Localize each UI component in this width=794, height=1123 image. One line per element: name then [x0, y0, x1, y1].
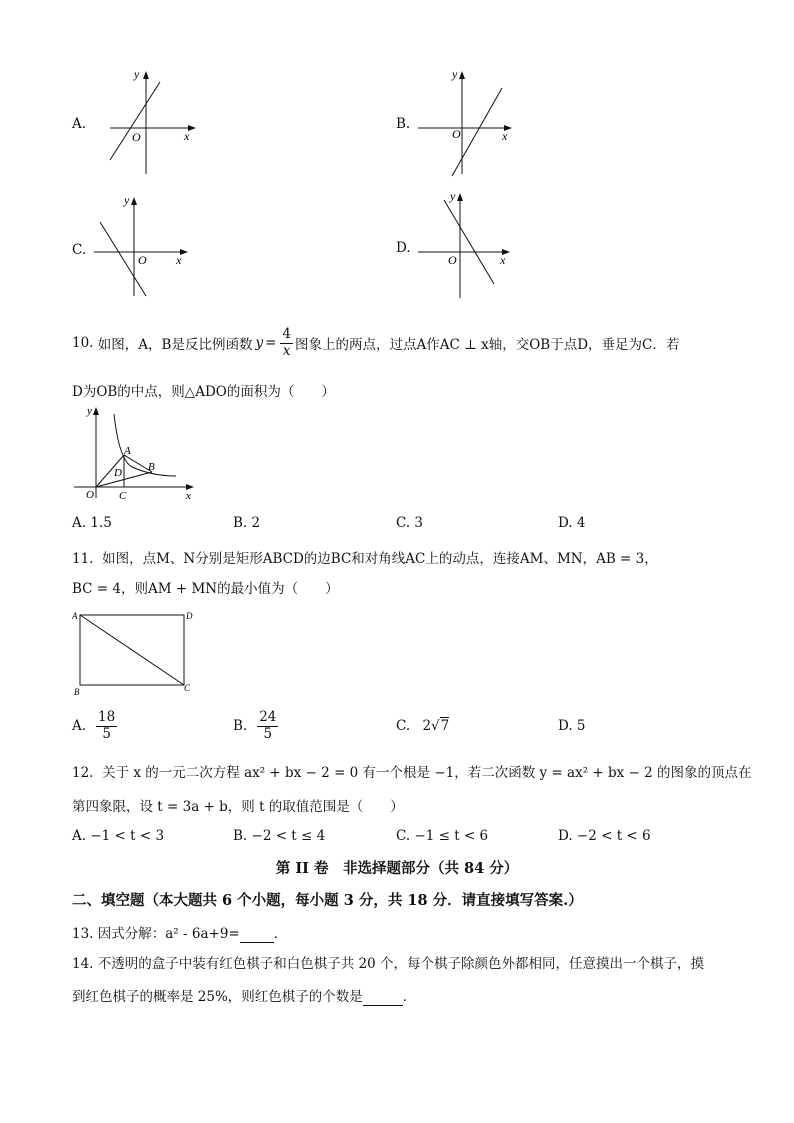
q11-opta-frac: [96, 711, 117, 741]
q10-line2: D为OB的中点，则△ADO的面积为（ ）: [72, 384, 335, 400]
q12-line1: [72, 761, 752, 781]
sqrt-symbol: √: [431, 718, 440, 734]
q12-option-c: C. −1 ≤ t < 6: [396, 828, 489, 844]
q11-fig-b: B: [74, 687, 80, 697]
q10-fig-x: x: [186, 490, 191, 502]
q10-text1: 如图，A，B是反比例函数: [97, 337, 253, 353]
section-title: 第 II 卷 非选择题部分（共 84 分）: [275, 860, 519, 877]
q10-fig-y: y: [87, 405, 92, 417]
q9-c-x: x: [176, 253, 182, 267]
q11-fig-d: D: [186, 611, 193, 621]
q9-a-o: O: [132, 130, 141, 144]
q13-answer-blank[interactable]: [240, 926, 274, 943]
q9-a-x: x: [184, 129, 190, 143]
q14-line2: [72, 985, 416, 1006]
q10-fig-b: B: [148, 461, 155, 473]
q10-frac-den: x: [282, 342, 291, 359]
q11-opta-den: 5: [102, 725, 111, 742]
q11-optc-coef: 2: [422, 718, 432, 734]
q10-number: 10.: [72, 335, 94, 351]
q12-text1: 关于 x 的一元二次方程 ax² + bx − 2 = 0 有一个根是 −1，若二次函数 y = ax² + bx − 2 的图象的顶点在: [102, 765, 752, 781]
q9-label-c: C.: [72, 242, 87, 258]
q9-c-o: O: [138, 253, 147, 267]
q11-option-d: D. 5: [558, 718, 586, 734]
q9-d-o: O: [448, 253, 457, 267]
q10-option-b: B. 2: [233, 515, 261, 531]
q10-option-c: C. 3: [396, 515, 424, 531]
q12-number: 12.: [72, 765, 94, 781]
q9-graph-d: [416, 188, 526, 300]
q10-fig-c: C: [119, 490, 127, 502]
q11-fig-c: C: [184, 683, 191, 693]
q11-optb-frac: [257, 711, 278, 741]
q11-optc-label: C.: [396, 718, 411, 734]
q9-option-c: [72, 192, 202, 300]
q10-func-y: y: [255, 335, 264, 351]
q10-line1: [72, 326, 679, 360]
q9-a-y: y: [134, 67, 140, 81]
q13: [72, 922, 287, 943]
q14-answer-blank[interactable]: [363, 989, 403, 1006]
q9-b-x: x: [502, 129, 508, 143]
q10-frac-num: 4: [282, 326, 291, 342]
q10-fig-o: O: [86, 489, 94, 501]
q9-d-x: x: [500, 253, 506, 267]
q11-optc-rad: 7: [440, 718, 450, 734]
q14-line1: 14. 不透明的盒子中装有红色棋子和白色棋子共 20 个，每个棋子除颜色外都相同，任意摸出一个棋子，摸: [72, 956, 705, 972]
q9-graph-b: [416, 66, 526, 178]
q13-text: 13. 因式分解：a² - 6a+9=: [72, 926, 240, 942]
q10-fig-d: D: [114, 467, 122, 479]
q10-option-d: D. 4: [558, 515, 586, 531]
q9-label-b: B.: [396, 116, 411, 132]
q9-graph-c: [92, 192, 212, 300]
q10-text2: 图象上的两点，过点A作AC ⊥ x轴，交OB于点D，垂足为C．若: [295, 337, 680, 353]
q10-fig-a: A: [124, 445, 131, 457]
q10-func-eq: =: [265, 335, 277, 351]
part2-heading: 二、填空题（本大题共 6 个小题，每小题 3 分，共 18 分．请直接填写答案.）: [72, 892, 583, 909]
q9-graph-a: [92, 66, 202, 178]
q11-number: 11.: [72, 551, 94, 567]
q11-option-a: [72, 706, 119, 746]
q12-option-d: D. −2 < t < 6: [558, 828, 651, 844]
q11-option-b: [233, 706, 280, 746]
q10-option-a: A. 1.5: [72, 515, 112, 531]
q11-optb-label: B.: [233, 718, 248, 734]
q9-c-y: y: [124, 193, 130, 207]
q13-end: ．: [273, 926, 288, 942]
q12-line2: 第四象限，设 t = 3a + b，则 t 的取值范围是（ ）: [72, 799, 404, 815]
q9-b-y: y: [452, 67, 458, 81]
q14-end: ．: [402, 989, 417, 1005]
q10-figure: [72, 402, 200, 502]
q9-label-a: A.: [72, 116, 87, 132]
q11-option-c: [396, 718, 449, 734]
q11-opta-num: 18: [98, 709, 116, 725]
q11-line1: [72, 547, 658, 567]
q9-option-b: [396, 66, 526, 178]
q9-d-y: y: [450, 189, 456, 203]
q10-fraction: [280, 328, 293, 358]
q11-line2: BC = 4，则AM + MN的最小值为（ ）: [72, 581, 339, 597]
q11-optb-den: 5: [263, 725, 273, 742]
q11-text1: 如图，点M、N分别是矩形ABCD的边BC和对角线AC上的动点，连接AM、MN，AB = 3，: [102, 551, 658, 567]
q12-option-a: A. −1 < t < 3: [72, 828, 165, 844]
q9-option-d: [396, 188, 526, 300]
q14-text2: 到红色棋子的概率是 25%，则红色棋子的个数是: [72, 989, 363, 1005]
q9-b-o: O: [452, 127, 461, 141]
q9-option-a: [72, 66, 202, 178]
q11-fig-a: A: [72, 611, 78, 621]
q11-optb-num: 24: [259, 709, 277, 725]
q12-option-b: B. −2 < t ≤ 4: [233, 828, 326, 844]
q11-opta-label: A.: [72, 718, 87, 734]
q11-figure: [72, 608, 196, 698]
q9-label-d: D.: [396, 240, 411, 256]
